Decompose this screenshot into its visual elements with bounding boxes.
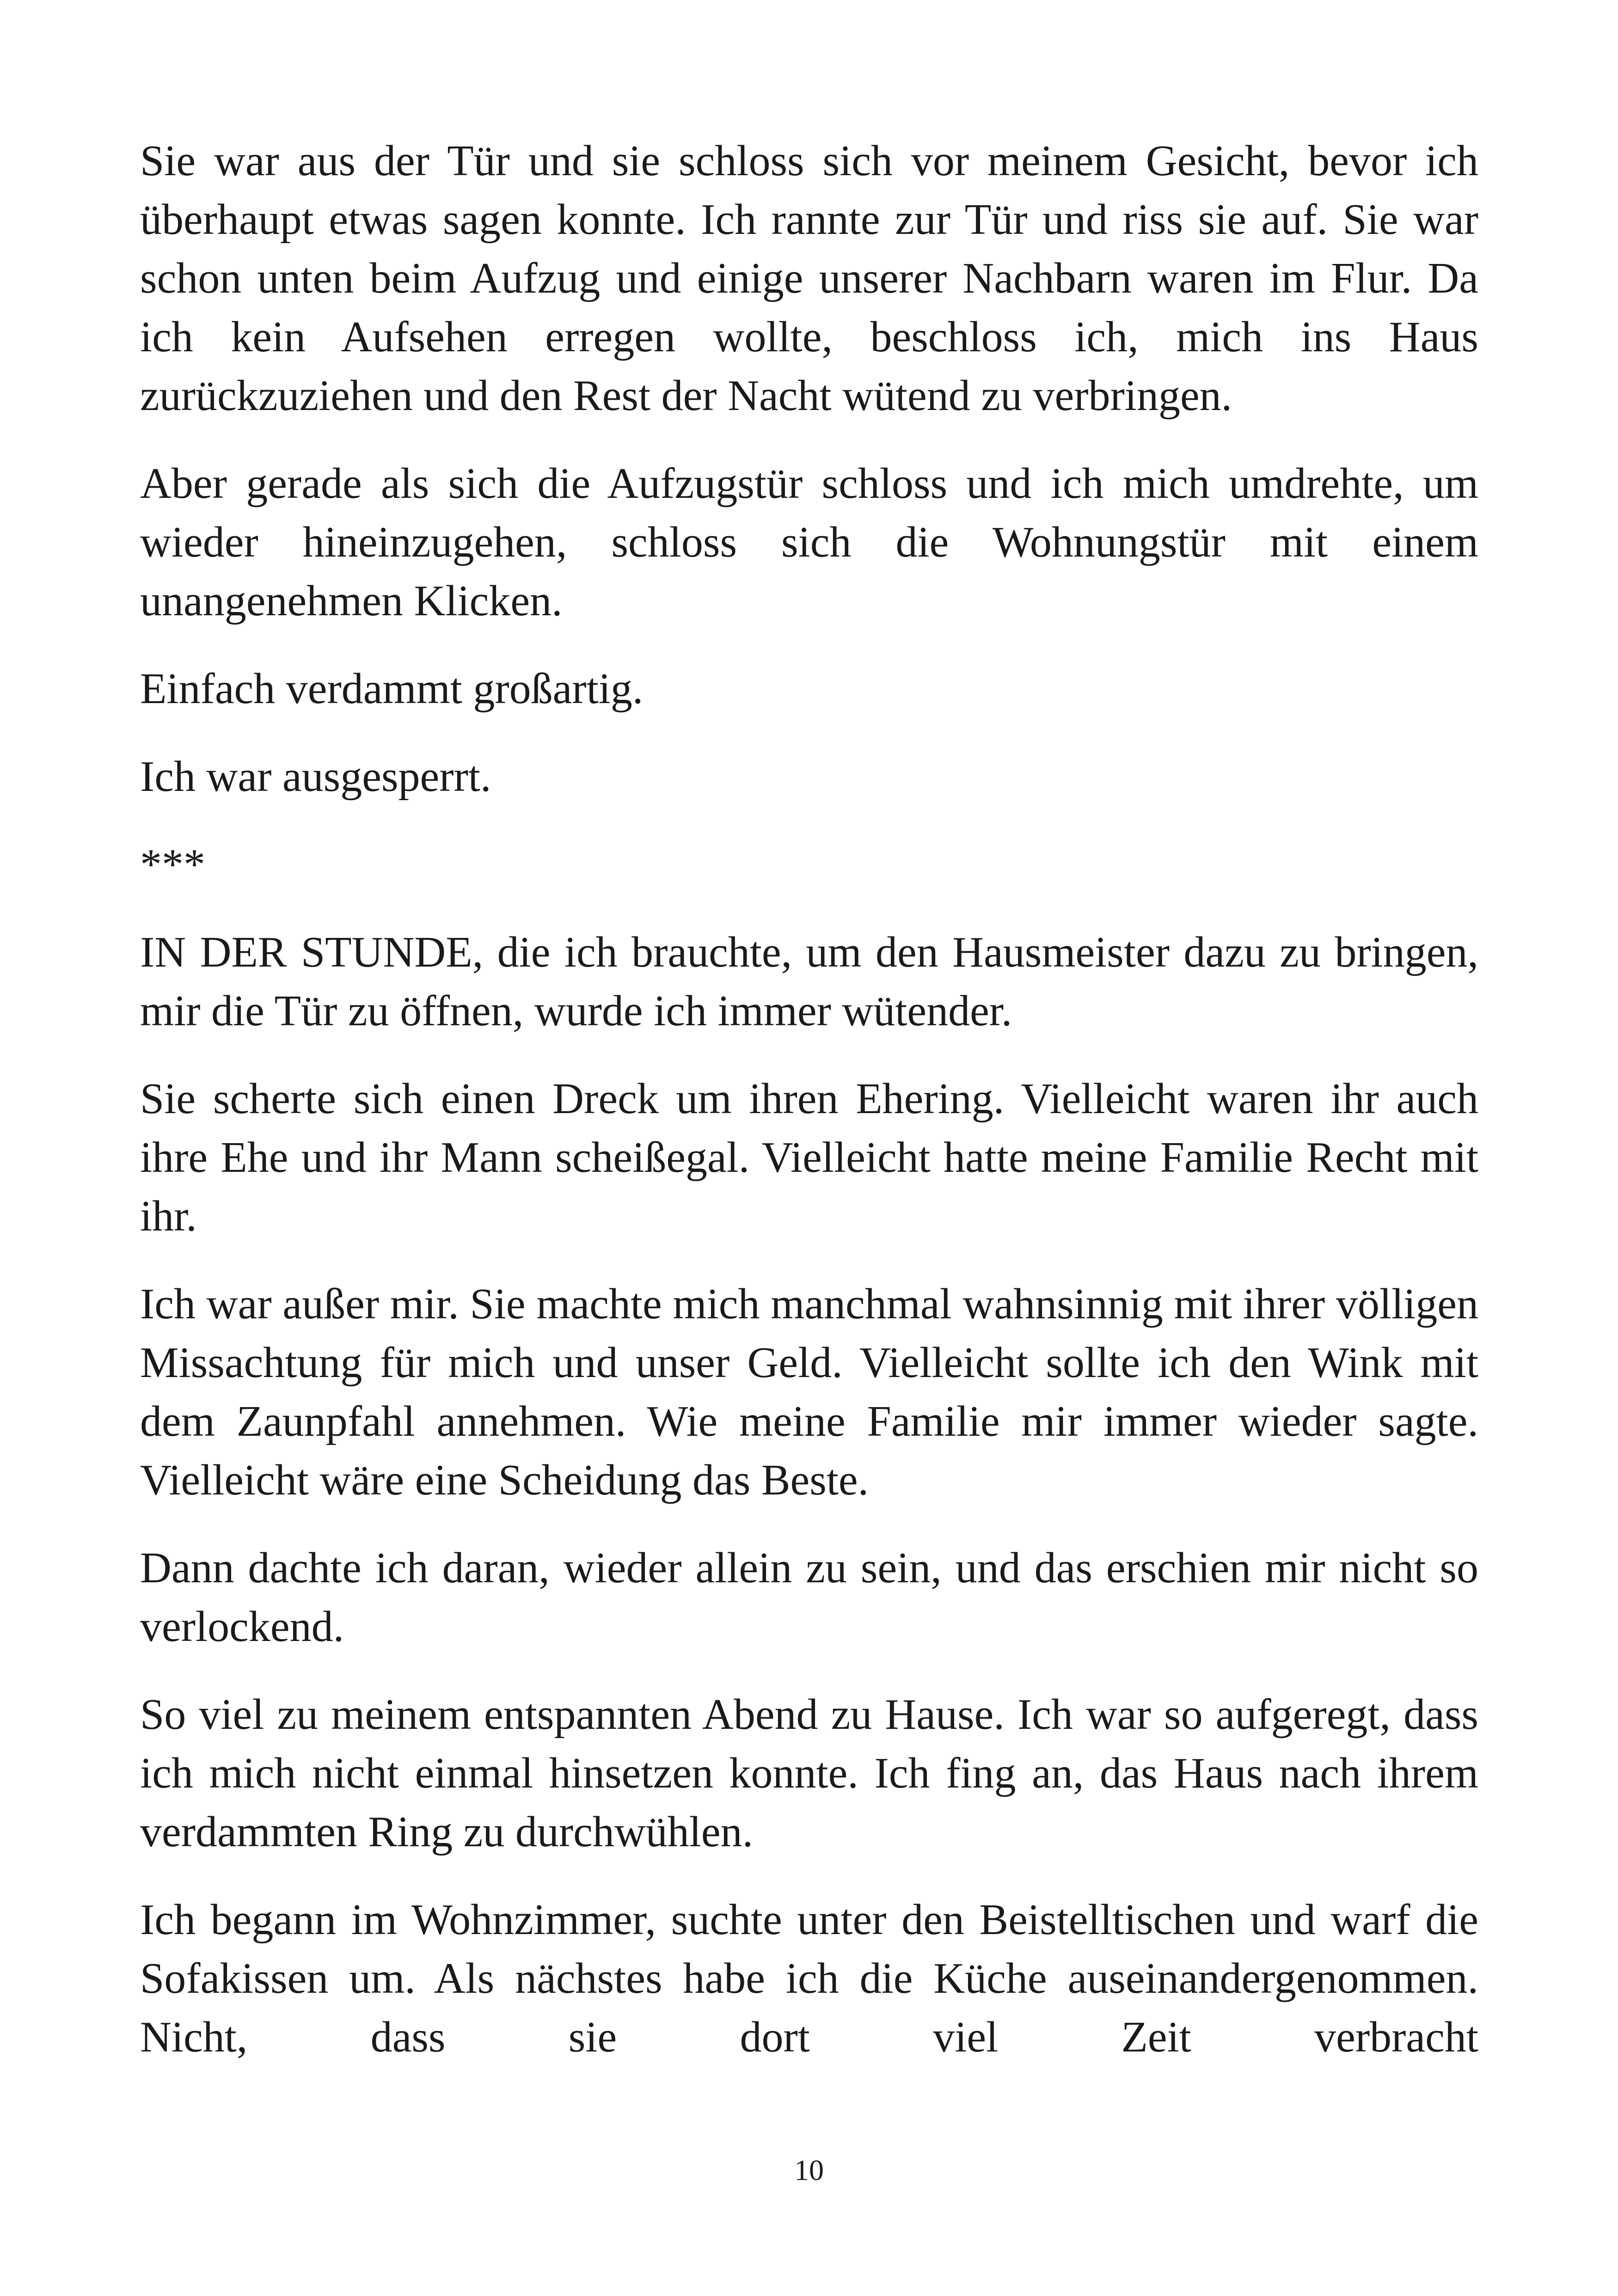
paragraph: Ich war ausgesperrt. xyxy=(140,753,491,801)
paragraph: Aber gerade als sich die Aufzugstür schloss und ich mich umdrehte, um wieder hineinzugehen, schloss sich die Wohnungstür mit einem unangenehmen Klicken. xyxy=(140,459,1478,625)
paragraph: IN DER STUNDE, die ich brauchte, um den Hausmeister dazu zu bringen, mir die Tür zu öffnen, wurde ich immer wütender. xyxy=(140,928,1478,1035)
page-number: 10 xyxy=(794,2154,824,2186)
paragraph: Dann dachte ich daran, wieder allein zu sein, und das erschien mir nicht so verlockend. xyxy=(140,1544,1478,1651)
paragraph: Sie war aus der Tür und sie schloss sich vor meinem Gesicht, bevor ich überhaupt etwas sagen konnte. Ich rannte zur Tür und riss sie auf. Sie war schon unten beim Aufzug und einige unserer Nachbarn waren im Flur. Da ich kein Aufsehen erregen wollte, beschloss ich, mich ins Haus zurückzuziehen und den Rest der Nacht wütend zu verbringen. xyxy=(140,137,1478,420)
section-break: *** xyxy=(140,840,205,888)
paragraph: Ich begann im Wohnzimmer, suchte unter den Beistelltischen und warf die Sofakissen um. Als nächstes habe ich die Küche auseinandergenommen. Nicht, dass sie dort viel Zeit verbracht xyxy=(140,1896,1478,2061)
paragraph: Einfach verdammt großartig. xyxy=(140,665,644,713)
paragraph: Ich war außer mir. Sie machte mich manchmal wahnsinnig mit ihrer völligen Missachtung für mich und unser Geld. Vielleicht sollte ich den Wink mit dem Zaunpfahl annehmen. Wie meine Familie mir immer wieder sagte. Vielleicht wäre eine Scheidung das Beste. xyxy=(140,1280,1478,1504)
paragraph: So viel zu meinem entspannten Abend zu Hause. Ich war so aufgeregt, dass ich mich nicht einmal hinsetzen konnte. Ich fing an, das Haus nach ihrem verdammten Ring zu durchwühlen. xyxy=(140,1690,1478,1856)
body-text xyxy=(140,132,1478,2067)
paragraph: Sie scherte sich einen Dreck um ihren Ehering. Vielleicht waren ihr auch ihre Ehe und ihr Mann scheißegal. Vielleicht hatte meine Familie Recht mit ihr. xyxy=(140,1075,1478,1240)
